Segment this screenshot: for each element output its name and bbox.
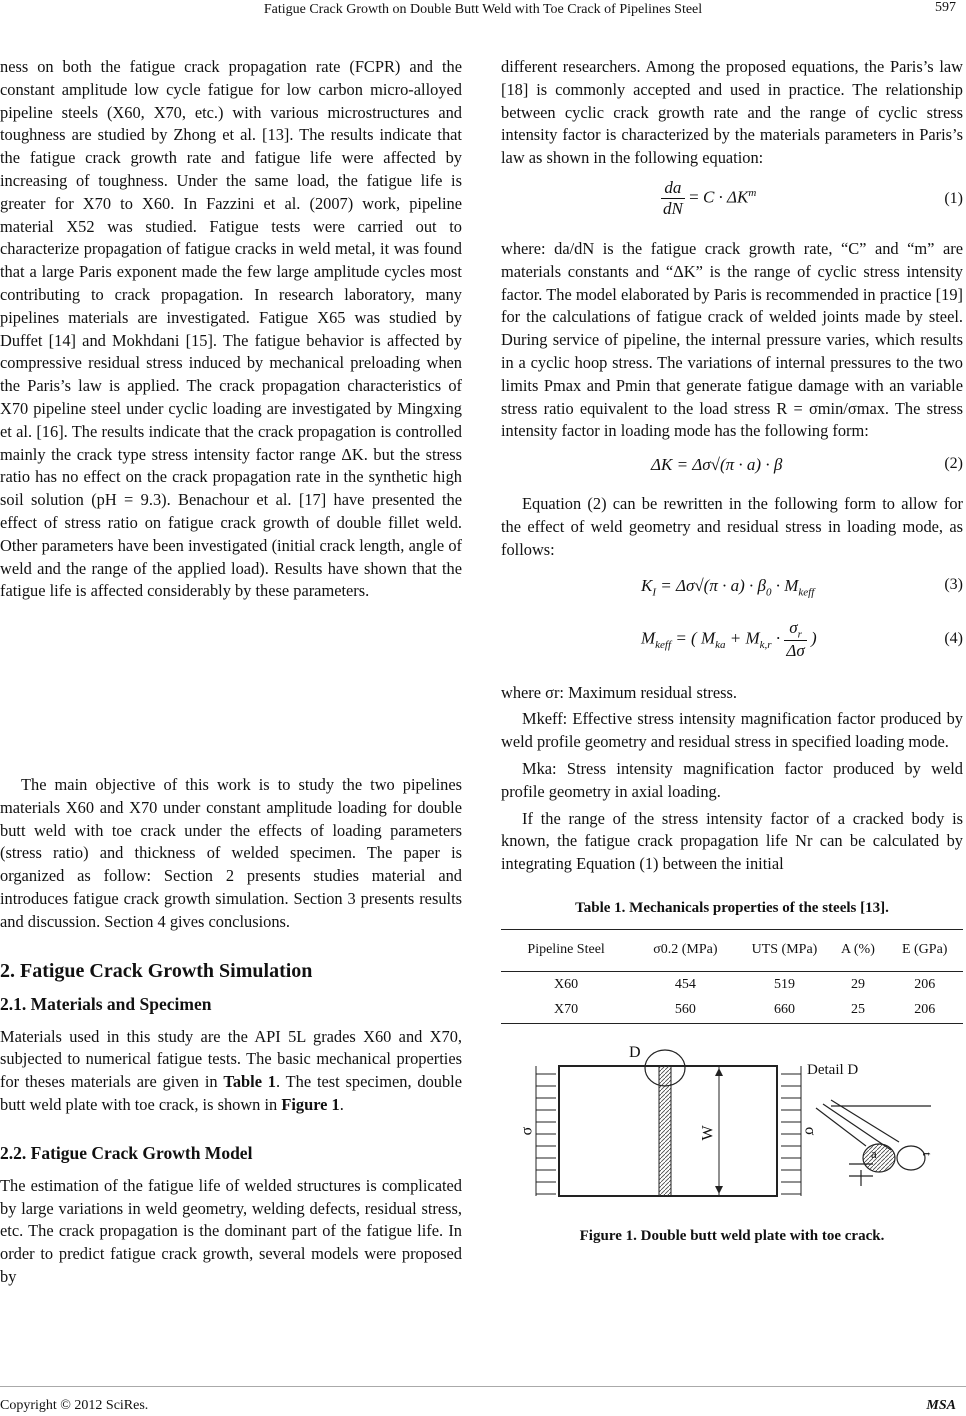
subsection-heading: 2.2. Fatigue Crack Growth Model bbox=[0, 1142, 253, 1163]
page-number: 597 bbox=[935, 0, 956, 15]
running-title: Fatigue Crack Growth on Double Butt Weld with Toe Crack of Pipelines Steel bbox=[263, 2, 703, 17]
table-cell: 660 bbox=[773, 1002, 795, 1018]
table-header: UTS (MPa) bbox=[751, 942, 818, 958]
table-cell: 519 bbox=[773, 976, 795, 992]
paragraph bbox=[0, 1026, 462, 1117]
table-cell: 560 bbox=[674, 1002, 696, 1018]
table-cell: 206 bbox=[914, 1002, 936, 1018]
text-span: . The test specimen, double butt weld plate with toe crack, is shown in bbox=[0, 1072, 462, 1114]
equation-body: ΔK = Δσ√(π · a) · β bbox=[651, 455, 783, 475]
footer-divider bbox=[0, 1386, 966, 1387]
paragraph: Mkeff: Effective stress intensity magnification factor produced by weld profile geometry and residual stress in specified loading mode. bbox=[501, 709, 963, 752]
equation-4 bbox=[501, 612, 963, 674]
table-cell: X60 bbox=[554, 976, 579, 992]
label-sigma-right: σ bbox=[801, 1126, 819, 1136]
paragraph: where: da/dN is the fatigue crack growth rate, “C” and “m” are materials constants and “ΔK” is the range of cyclic stress intensity factor. The model elaborated by Paris is recommended in practice [19] for the calculations of fatigue crack of welded joints made by steel. During service of pipeline, the internal pressure varies, which results in a cyclic hoop stress. The variations of internal pressures to the two limits Pmax and Pmin that generate fatigue damage with an variable stress ratio equivalent to the load stress R = σmin/σmax. The stress intensity factor in loading mode has the following form: bbox=[501, 238, 963, 441]
paragraph: Mka: Stress intensity magnification factor produced by weld profile geometry in axial loading. bbox=[501, 758, 963, 801]
figure-caption: Figure 1. Double butt weld plate with toe crack. bbox=[579, 1227, 885, 1244]
table-row bbox=[501, 971, 963, 997]
table-row bbox=[501, 997, 963, 1023]
label-a: a bbox=[871, 1145, 877, 1161]
figure-reference[interactable]: Figure 1 bbox=[281, 1094, 340, 1114]
paragraph: Equation (2) can be rewritten in the following form to allow for the effect of weld geometry and residual stress in loading mode, as follows: bbox=[501, 494, 963, 559]
table-cell: 25 bbox=[850, 1002, 865, 1018]
equation-1 bbox=[501, 174, 963, 232]
page-header bbox=[0, 0, 966, 20]
right-load-arrows bbox=[781, 1066, 801, 1196]
subsection-heading: 2.1. Materials and Specimen bbox=[0, 993, 212, 1014]
label-w: W bbox=[699, 1125, 717, 1141]
label-t: t bbox=[919, 1152, 935, 1156]
left-column bbox=[0, 56, 462, 1289]
table-cell: 206 bbox=[914, 976, 936, 992]
equation-body: $K_I = \Delta\sigma√(\pi \cdot a) \cdot \beta_0 \cdot M_{keff}$ bbox=[641, 575, 815, 598]
copyright-notice: Copyright © 2012 SciRes. bbox=[0, 1398, 149, 1413]
paragraph: ness on both the fatigue crack propagation rate (FCPR) and the constant amplitude low cycle fatigue for low carbon micro-alloyed pipeline steels (X60, X70, etc.) with various microstructures and toughness are studied by Zhong et al. [13]. The results indicate that the fatigue crack growth rate and fatigue life were affected by increasing of toughness. Under the same load, the fatigue life is greater for X70 to X60. In Fazzini et al. (2007) work, pipeline material X52 was studied. Fatigue tests were carried out to characterize propagation of fatigue cracks in weld metal, it was found that a large Paris exponent made the few large amplitude cycles most contributing to crack propagation. In research laboratory, many pipelines materials are investigated. Fatigue X65 was studied by Duffet [14] and Mokhdani [15]. The fatigue behavior is affected by compressive residual stress induced by mechanical preloading when the Paris’s law is applied. The crack propagation characteristics of X70 pipeline steel under cyclic loading are investigated by Mingxing et al. [16]. The results indicate that the crack propagation is controlled mainly the crack type stress intensity factor range ΔK. but the stress ratio has no effect on the crack propagation rate in the synthetic high soil solution (pH = 9.3). Benachour et al. [17] have presented the effect of stress ratio on fatigue crack growth of double fillet weld. Other parameters have been investigated (initial crack length, angle of weld and the range of the applied load). Results have shown that the fatigue life is affected considerably by these parameters. bbox=[0, 57, 462, 601]
right-column bbox=[501, 56, 963, 1245]
table-header: σ0.2 (MPa) bbox=[653, 942, 718, 958]
weld-plate-diagram bbox=[501, 1043, 963, 1216]
paragraph: The estimation of the fatigue life of welded structures is complicated by large variations in weld geometry, welding defects, residual stress, etc. The crack propagation is the dominant part of the fatigue life. In order to predict fatigue crack growth, several models were proposed by bbox=[0, 1175, 462, 1286]
label-d: D bbox=[629, 1043, 641, 1061]
figure-1 bbox=[501, 1043, 963, 1216]
text-span: Materials used in this study are the API 5L grades X60 and X70, subjected to numerical fatigue tests. The basic mechanical properties for theses materials are given in bbox=[0, 1026, 462, 1092]
table-header: E (GPa) bbox=[901, 942, 948, 958]
equation-2 bbox=[501, 443, 963, 487]
table-header: A (%) bbox=[841, 942, 875, 958]
label-sigma-left: σ bbox=[518, 1126, 536, 1136]
text-span: . bbox=[339, 1094, 344, 1114]
section-heading: 2. Fatigue Crack Growth Simulation bbox=[0, 959, 313, 982]
table-header: Pipeline Steel bbox=[527, 942, 605, 958]
equation-number: (2) bbox=[944, 455, 963, 473]
table-cell: 29 bbox=[850, 976, 865, 992]
equation-number: (4) bbox=[944, 629, 963, 647]
paragraph: different researchers. Among the proposed equations, the Paris’s law [18] is commonly accepted and used in practice. The relationship between cyclic crack growth rate and the range of cyclic stress intensity factor is characterized by the materials parameters in Paris’s law as shown in the following equation: bbox=[501, 57, 963, 168]
journal-abbrev: MSA bbox=[926, 1398, 956, 1413]
properties-table bbox=[501, 929, 963, 1024]
equation-3 bbox=[501, 562, 963, 612]
paragraph: If the range of the stress intensity factor of a cracked body is known, the fatigue crack propagation life Nr can be calculated by integrating Equation (1) between the initial bbox=[501, 808, 963, 874]
paragraph: where σr: Maximum residual stress. bbox=[501, 682, 737, 702]
paragraph: The main objective of this work is to study the two pipelines materials X60 and X70 under constant amplitude loading for double butt weld with toe crack under the effects of loading parameters (stress ratio) and thickness of welded specimen. The paper is organized as follow: Section 2 presents studies material and introduces fatigue crack growth simulation. Section 3 presents results and discussion. Section 4 gives conclusions. bbox=[0, 775, 462, 931]
equation-body: $\frac{da}{dN}$ = $C \cdot \Delta K^m$ bbox=[663, 177, 757, 218]
left-load-arrows bbox=[536, 1066, 556, 1196]
table-cell: X70 bbox=[554, 1002, 579, 1018]
equation-body: $M_{keff}$ = ( $M_{ka} + M_{k,r}$ · $\frac{\sigma_r}{\Delta\sigma}$ ) bbox=[641, 617, 817, 660]
equation-number: (1) bbox=[944, 189, 963, 207]
table-cell: 454 bbox=[674, 976, 696, 992]
detail-d-drawing bbox=[816, 1100, 931, 1186]
table-caption: Table 1. Mechanicals properties of the steels [13]. bbox=[575, 899, 889, 916]
equation-number: (3) bbox=[944, 575, 963, 593]
table-reference[interactable]: Table 1 bbox=[223, 1072, 277, 1092]
label-detail-d: Detail D bbox=[807, 1061, 859, 1078]
